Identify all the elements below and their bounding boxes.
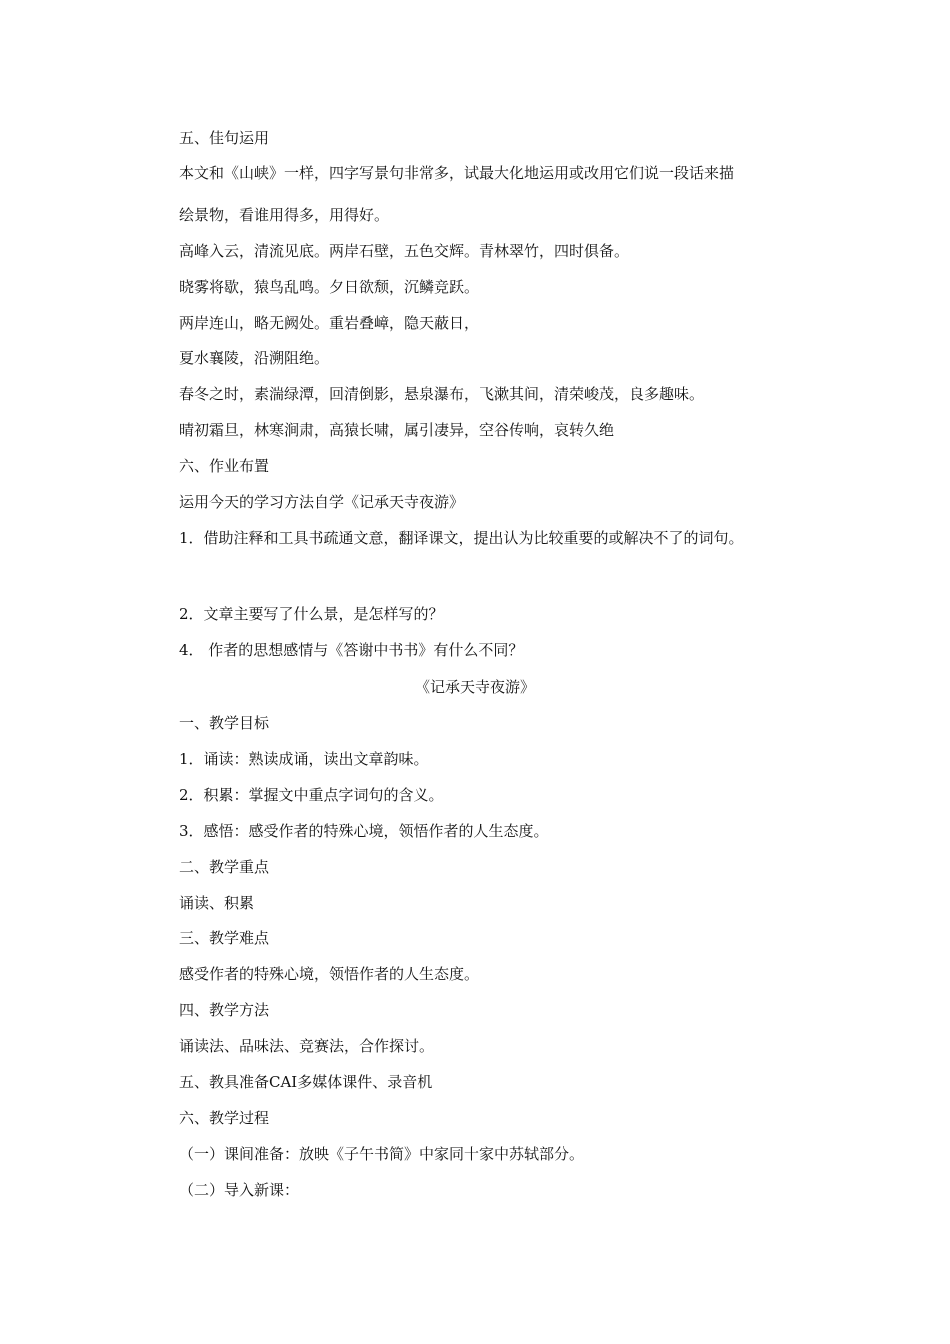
paragraph-line: 晓雾将歇，猿鸟乱鸣。夕日欲颓，沉鳞竞跃。 [179, 278, 480, 296]
paragraph-line: 本文和《山峡》一样，四字写景句非常多，试最大化地运用或改用它们说一段话来描 [179, 164, 735, 182]
paragraph-line: 诵读、积累 [179, 894, 255, 912]
list-item: 1．借助注释和工具书疏通文意，翻译课文，提出认为比较重要的或解决不了的词句。 [179, 529, 744, 547]
paragraph-line: 绘景物，看谁用得多，用得好。 [179, 206, 390, 224]
section-heading-1: 一、教学目标 [179, 714, 270, 732]
section-heading-4: 四、教学方法 [179, 1001, 270, 1019]
list-item: 1．诵读：熟读成诵，读出文章韵味。 [179, 750, 429, 768]
list-item: 2．积累：掌握文中重点字词句的含义。 [179, 786, 444, 804]
list-item: 2．文章主要写了什么景，是怎样写的？ [179, 605, 444, 623]
paragraph-line: （二）导入新课： [179, 1181, 300, 1199]
list-item: 3．感悟：感受作者的特殊心境，领悟作者的人生态度。 [179, 822, 549, 840]
paragraph-line: 夏水襄陵，沿溯阻绝。 [179, 349, 330, 367]
paragraph-line: 运用今天的学习方法自学《记承天寺夜游》 [179, 493, 465, 511]
lesson-title: 《记承天寺夜游》 [414, 678, 535, 696]
paragraph-line: 春冬之时，素湍绿潭，回清倒影，悬泉瀑布，飞漱其间，清荣峻茂，良多趣味。 [179, 385, 705, 403]
section-heading-2: 二、教学重点 [179, 858, 270, 876]
paragraph-line: （一）课间准备：放映《子午书简》中家同十家中苏轼部分。 [179, 1145, 585, 1163]
section-heading-3: 三、教学难点 [179, 929, 270, 947]
paragraph-line: 诵读法、品味法、竞赛法，合作探讨。 [179, 1037, 435, 1055]
section-heading-5: 五、佳句运用 [179, 129, 270, 147]
list-item: 4． 作者的思想感情与《答谢中书书》有什么不同？ [179, 641, 524, 659]
section-heading-6b: 六、教学过程 [179, 1109, 270, 1127]
paragraph-line: 两岸连山，略无阙处。重岩叠嶂，隐天蔽日， [179, 314, 480, 332]
paragraph-line: 感受作者的特殊心境，领悟作者的人生态度。 [179, 965, 480, 983]
section-heading-5b: 五、教具准备CAI多媒体课件、录音机 [179, 1073, 433, 1091]
paragraph-line: 高峰入云，清流见底。两岸石壁，五色交辉。青林翠竹，四时俱备。 [179, 242, 630, 260]
paragraph-line: 晴初霜旦，林寒涧肃，高猿长啸，属引凄异，空谷传响，哀转久绝 [179, 421, 615, 439]
section-heading-6: 六、作业布置 [179, 457, 270, 475]
